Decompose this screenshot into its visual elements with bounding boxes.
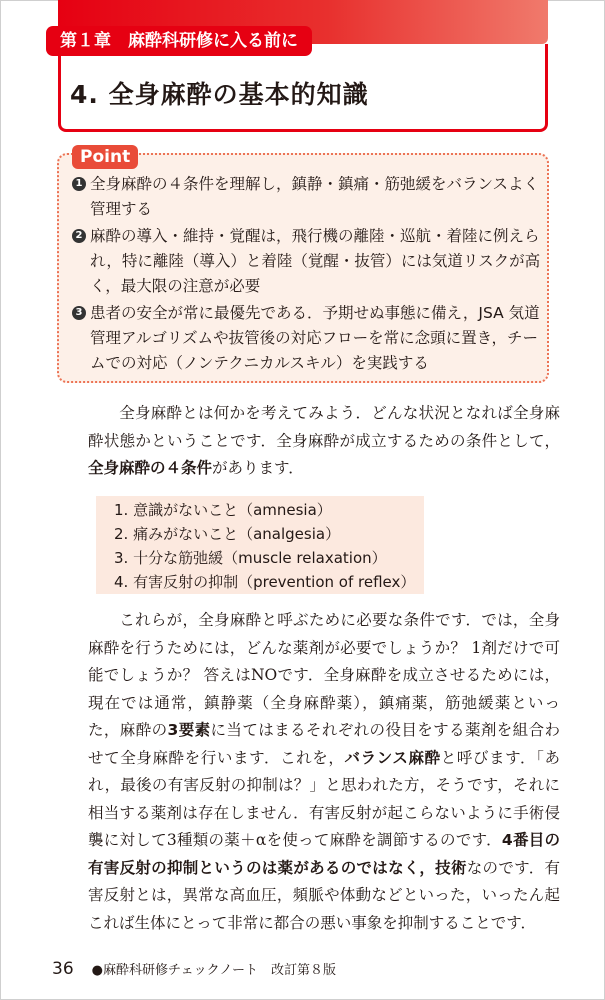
conditions-list [96,496,424,594]
paragraph-1: 全身麻酔とは何かを考えてみよう．どんな状況となれば全身麻酔状態かということです．全身麻酔が成立するための条件として，全身麻酔の４条件があります． [88,404,560,477]
condition-item: 4. 有害反射の抑制（prevention of reflex） [114,573,416,591]
page-number: 36 [52,959,74,979]
section-title: 4. 全身麻酔の基本的知識 [70,80,369,109]
number-1-icon: 1 [72,177,86,191]
page-footer [52,959,336,979]
book-title: ●麻酔科研修チェックノート 改訂第８版 [91,963,336,978]
point-item: 1 全身麻酔の４条件を理解し，鎮静・鎮痛・筋弛緩をバランスよく管理する [72,172,542,222]
paragraph-2: これらが，全身麻酔と呼ぶために必要な条件です．では，全身麻酔を行うためには，どんな薬剤が必要でしょうか？ 1剤だけで可能でしょうか？ 答えはNOです．全身麻酔を成立させるためには，現在では通常，鎮静薬（全身麻酔薬），鎮痛薬，筋弛緩薬といった，麻酔の3要素に当てはまるそれぞれの役目をする薬剤を組合わせて全身麻酔を行います．これを，バランス麻酔と呼びます．「あれ，最後の有害反射の抑制は？」と思われた方，そうです，それに相当する薬剤は存在しません．有害反射が起こらないように手術侵襲に対して3種類の薬＋αを使って麻酔を調節するのです．4番目の有害反射の抑制というのは薬があるのではなく，技術なのです．有害反射とは，異常な高血圧，頻脈や体動などといった，いったん起これば生体にとって非常に都合の悪い事象を抑制することです． [88,611,560,932]
number-3-icon: 3 [72,306,86,320]
point-list [72,172,542,378]
point-badge: Point [72,145,138,169]
condition-item: 1. 意識がないこと（amnesia） [114,501,332,519]
number-2-icon: 2 [72,229,86,243]
point-item: 3 患者の安全が常に最優先である．予期せぬ事態に備え，JSA 気道管理アルゴリズムや抜管後の対応フローを常に念頭に置き，チームでの対応（ノンテクニカルスキル）を実践する [72,301,542,376]
chapter-label: 第１章 麻酔科研修に入る前に [46,26,312,56]
condition-item: 2. 痛みがないこと（analgesia） [114,525,341,543]
point-item: 2 麻酔の導入・維持・覚醒は，飛行機の離陸・巡航・着陸に例えられ，特に離陸（導入）と着陸（覚醒・抜管）には気道リスクが高く，最大限の注意が必要 [72,224,542,299]
condition-item: 3. 十分な筋弛緩（muscle relaxation） [114,549,387,567]
